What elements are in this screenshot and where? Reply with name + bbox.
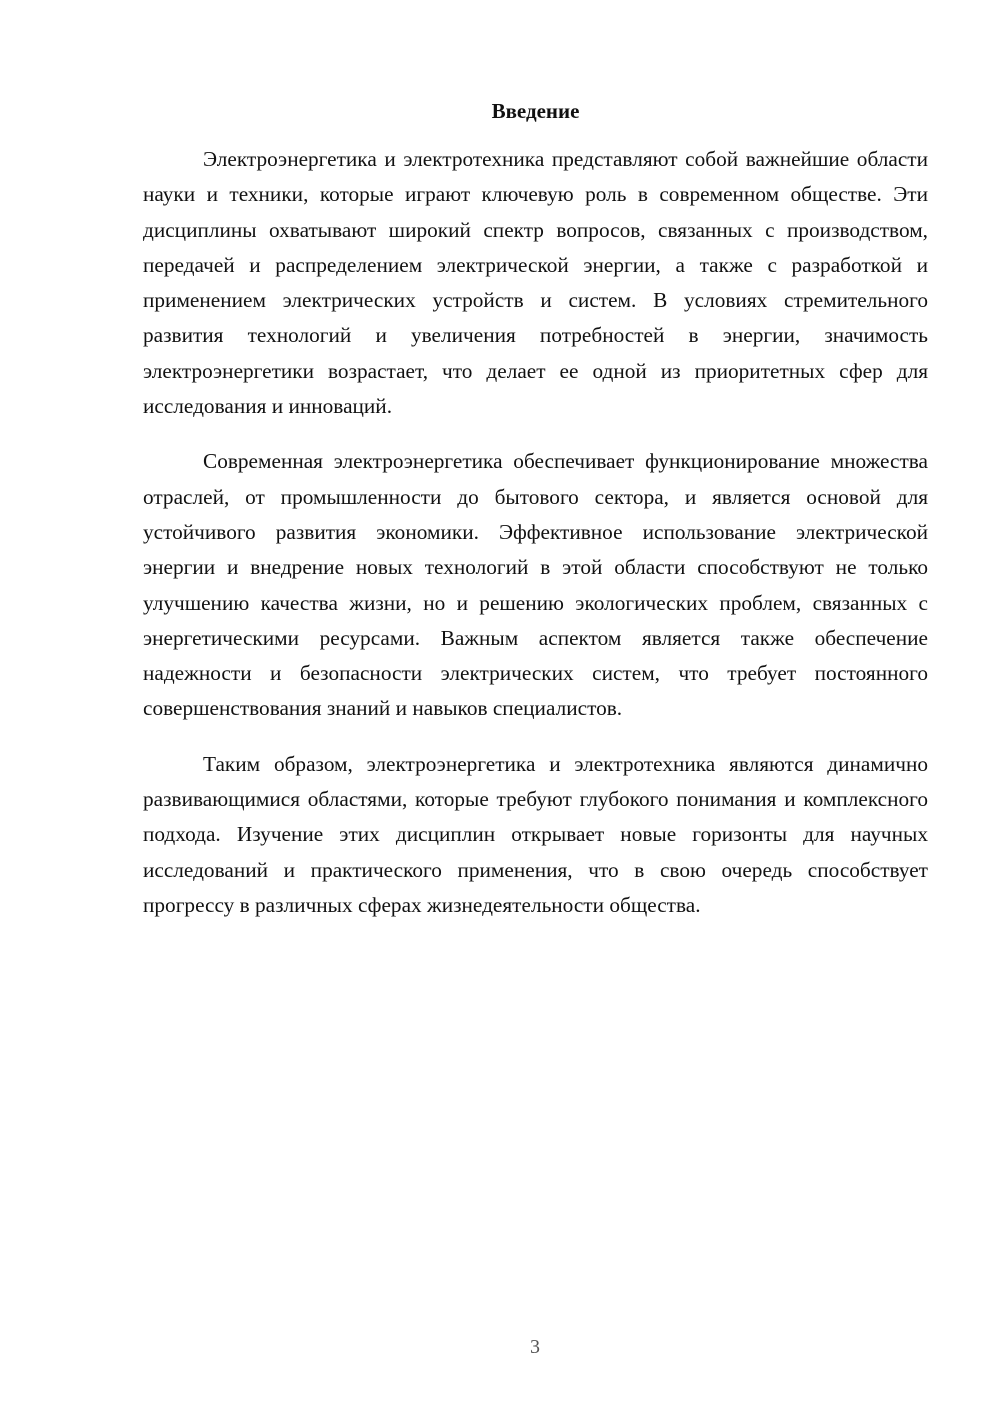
paragraph-3: Таким образом, электроэнергетика и электротехника являются динамично развивающимися областями, которые требуют глубокого понимания и комплексного подхода. Изучение этих дисциплин открывает новые горизонты для научных исследований и практического применения, что в свою очередь способствует прогрессу в различных сферах жизнедеятельности общества. (143, 751, 928, 917)
paragraph-2: Современная электроэнергетика обеспечивает функционирование множества отраслей, от промышленности до бытового сектора, и является основой для устойчивого развития экономики. Эффективное использование электрической энергии и внедрение новых технологий в этой области способствуют не только улучшению качества жизни, но и решению экологических проблем, связанных с энергетическими ресурсами. Важным аспектом является также обеспечение надежности и безопасности электрических систем, что требует постоянного совершенствования знаний и навыков специалистов. (143, 449, 928, 721)
page-number: 3 (530, 1336, 540, 1358)
paragraph-1: Электроэнергетика и электротехника представляют собой важнейшие области науки и техники, которые играют ключевую роль в современном обществе. Эти дисциплины охватывают широкий спектр вопросов, связанных с производством, передачей и распределением электрической энергии, а также с разработкой и применением электрических устройств и систем. В условиях стремительного развития технологий и увеличения потребностей в энергии, значимость электроэнергетики возрастает, что делает ее одной из приоритетных сфер для исследования и инноваций. (143, 147, 928, 419)
page-title: Введение (491, 99, 580, 123)
document-body (143, 142, 928, 943)
